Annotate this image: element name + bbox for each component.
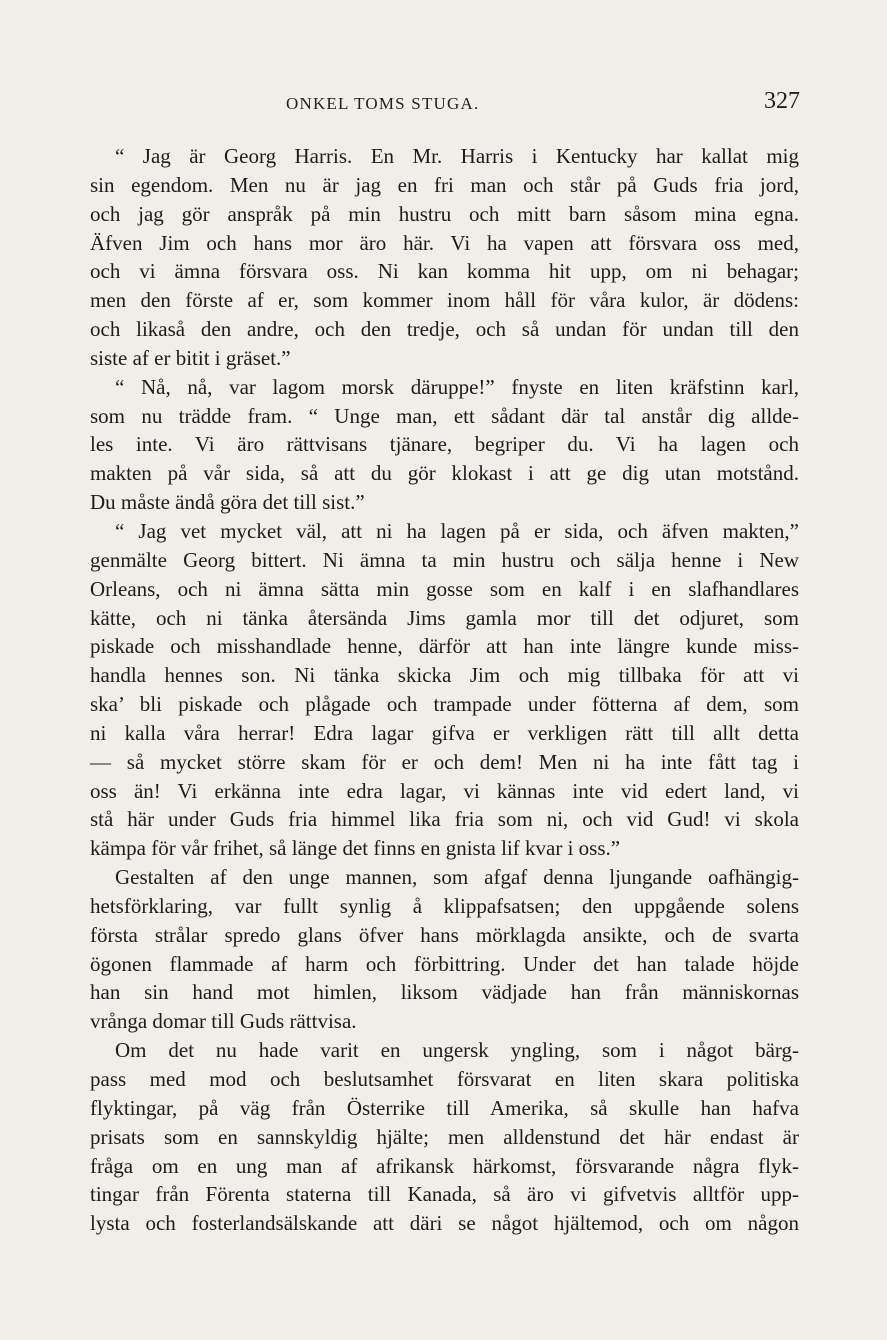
text-line: tingar från Förenta staterna till Kanada, så äro vi gifvetvis alltför upp-: [90, 1182, 799, 1207]
text-line: kätte, och ni tänka återsända Jims gamla mor till det odjuret, som: [90, 605, 799, 630]
body-text: [90, 142, 799, 1238]
text-line: första strålar spredo glans öfver hans mörklagda ansikte, och de svarta: [90, 922, 799, 947]
text-line: genmälte Georg bittert. Ni ämna ta min hustru och sälja henne i New: [90, 547, 799, 572]
text-line: les inte. Vi äro rättvisans tjänare, begriper du. Vi ha lagen och: [90, 432, 799, 457]
text-line: “ Jag är Georg Harris. En Mr. Harris i Kentucky har kallat mig: [115, 144, 799, 168]
text-line: Äfven Jim och hans mor äro här. Vi ha vapen att försvara oss med,: [90, 230, 799, 255]
text-line: lysta och fosterlandsälskande att däri se något hjältemod, och om någon: [90, 1211, 799, 1236]
running-title: ONKEL TOMS STUGA.: [286, 94, 480, 113]
text-line: Om det nu hade varit en ungersk yngling, som i något bärg-: [115, 1038, 799, 1063]
text-line: och vi ämna försvara oss. Ni kan komma hit upp, om ni behagar;: [90, 259, 799, 284]
text-line: fråga om en ung man af afrikansk härkomst, försvarande några flyk-: [90, 1153, 799, 1178]
text-line: flyktingar, på väg från Österrike till Amerika, så skulle han hafva: [90, 1095, 799, 1120]
text-line: pass med mod och beslutsamhet försvarat en liten skara politiska: [90, 1067, 799, 1091]
text-line: “ Nå, nå, var lagom morsk däruppe!” fnyste en liten kräfstinn karl,: [115, 374, 799, 399]
text-line: oss än! Vi erkänna inte edra lagar, vi kännas inte vid edert land, vi: [90, 778, 799, 803]
text-line: piskade och misshandlade henne, därför att han inte längre kunde miss-: [90, 634, 799, 659]
text-line: och jag gör anspråk på min hustru och mitt barn såsom mina egna.: [90, 201, 799, 226]
text-line: ni kalla våra herrar! Edra lagar gifva er verkligen rätt till allt detta: [90, 720, 799, 745]
text-line: ögonen flammade af harm och förbittring. Under det han talade höjde: [90, 951, 799, 976]
text-line: som nu trädde fram. “ Unge man, ett sådant där tal anstår dig allde-: [90, 403, 799, 428]
text-line: “ Jag vet mycket väl, att ni ha lagen på er sida, och äfven makten,”: [115, 518, 799, 543]
text-line: Gestalten af den unge mannen, som afgaf denna ljungande oafhängig-: [115, 865, 799, 890]
text-line: makten på vår sida, så att du gör klokast i att ge dig utan motstånd.: [90, 461, 799, 486]
text-line: ska’ bli piskade och plågade och trampade under fötterna af dem, som: [90, 692, 799, 717]
text-line: siste af er bitit i gräset.”: [90, 345, 291, 370]
text-line: — så mycket större skam för er och dem! Men ni ha inte fått tag i: [90, 749, 799, 774]
text-line: Du måste ändå göra det till sist.”: [90, 490, 365, 515]
text-line: han sin hand mot himlen, liksom vädjade han från människornas: [90, 980, 799, 1005]
text-line: sin egendom. Men nu är jag en fri man och står på Guds fria jord,: [90, 172, 799, 197]
text-line: kämpa för vår frihet, så länge det finns en gnista lif kvar i oss.”: [90, 836, 621, 861]
text-line: stå här under Guds fria himmel lika fria som ni, och vid Gud! vi skola: [90, 807, 799, 832]
text-line: vrånga domar till Guds rättvisa.: [90, 1009, 357, 1034]
text-line: men den förste af er, som kommer inom håll för våra kulor, är dödens:: [90, 288, 799, 313]
text-line: och likaså den andre, och den tredje, och så undan för undan till den: [90, 317, 799, 342]
page-number: 327: [764, 88, 800, 114]
text-line: prisats som en sannskyldig hjälte; men alldenstund det här endast är: [90, 1124, 799, 1149]
text-line: hetsförklaring, var fullt synlig å klippafsatsen; den uppgående solens: [90, 893, 799, 918]
text-line: handla hennes son. Ni tänka skicka Jim och mig tillbaka för att vi: [90, 663, 799, 688]
text-line: Orleans, och ni ämna sätta min gosse som en kalf i en slafhandlares: [90, 576, 799, 601]
